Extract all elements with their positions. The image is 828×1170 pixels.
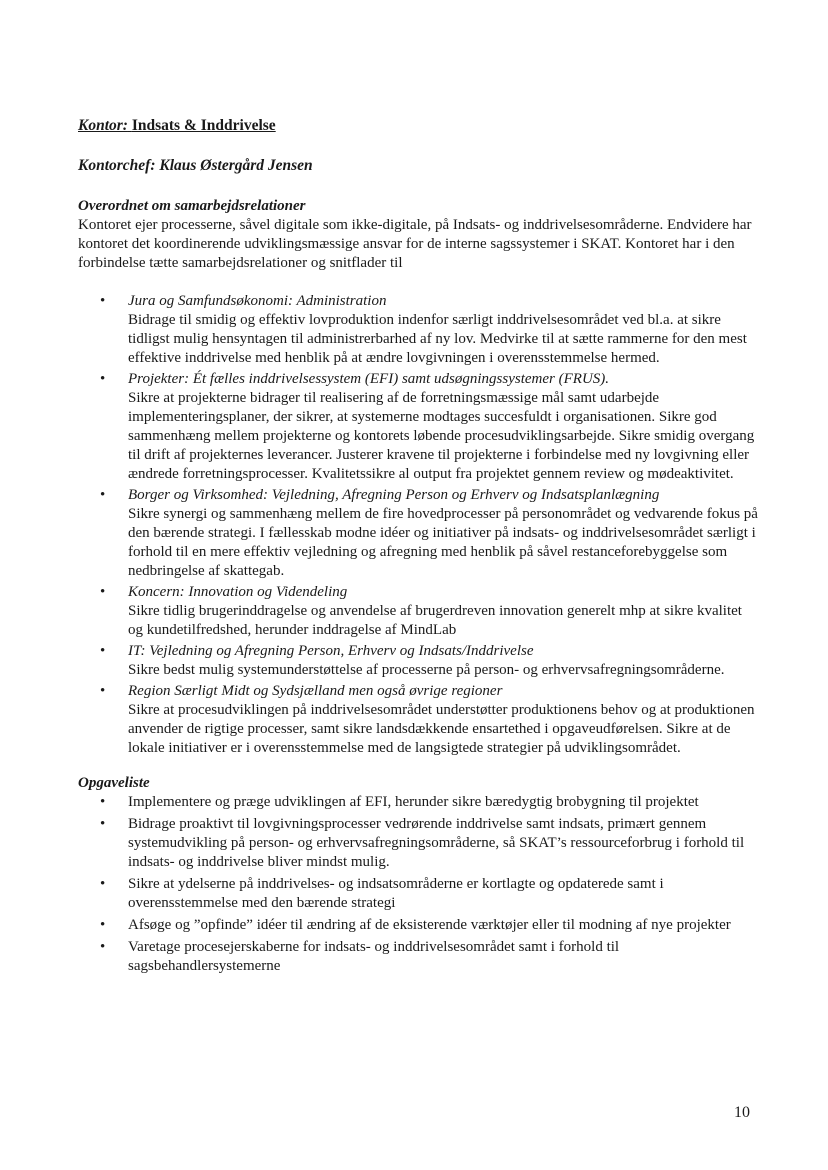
bullet-icon: •	[100, 643, 106, 659]
bullet-icon: •	[100, 683, 106, 699]
list-item	[78, 815, 758, 872]
relation-body: Sikre at procesudviklingen på inddrivelsesområdet understøtter produktionens behov og at produktionen anvender de rigtige processer, samt sikre landsdækkende ensartethed i opgaveudførelsen. Sikre at de lokale initiativer er i overensstemmelse med de langsigtede strategier på udviklingsområdet.	[128, 702, 755, 756]
task-text: Implementere og præge udviklingen af EFI, herunder sikre bæredygtig brobygning til projektet	[128, 794, 699, 810]
office-name: Indsats & Inddrivelse	[131, 117, 276, 134]
relation-title: Borger og Virksomhed: Vejledning, Afregning Person og Erhverv og Indsatsplanlægning	[128, 487, 660, 503]
relation-title: Jura og Samfundsøkonomi: Administration	[128, 293, 387, 309]
task-text: Sikre at ydelserne på inddrivelses- og indsatsområderne er kortlagte og opdaterede samt i overensstemmelse med den bærende strategi	[128, 876, 664, 911]
bullet-icon: •	[100, 816, 106, 832]
relation-body: Sikre bedst mulig systemunderstøttelse af processerne på person- og erhvervsafregningsområderne.	[128, 662, 725, 678]
bullet-icon: •	[100, 293, 106, 309]
relation-body: Sikre tidlig brugerinddragelse og anvendelse af brugerdreven innovation generelt mhp at sikre kvalitet og kundetilfredshed, herunder inddragelse af MindLab	[128, 603, 742, 638]
bullet-icon: •	[100, 794, 106, 810]
list-item	[78, 682, 758, 758]
relation-body: Sikre synergi og sammenhæng mellem de fire hovedprocesser på personområdet og vedvarende fokus på den bærende strategi. I fællesskab modne idéer og initiativer på indsats- og inddrivelsesområdet særligt i forhold til en mere effektiv vejledning og afregning med henblik på såvel restanceforebyggelse som nedbringelse af skattegab.	[128, 506, 758, 579]
list-item	[78, 875, 758, 913]
relations-section	[78, 197, 758, 758]
list-item	[78, 793, 758, 812]
task-text: Varetage procesejerskaberne for indsats- og inddrivelsesområdet samt i forhold til sagsbehandlersystemerne	[128, 939, 620, 974]
relations-heading: Overordnet om samarbejdsrelationer	[78, 198, 306, 214]
task-text: Afsøge og ”opfinde” idéer til ændring af de eksisterende værktøjer eller til modning af nye projekter	[128, 917, 731, 933]
tasks-section	[78, 774, 758, 976]
bullet-icon: •	[100, 876, 106, 892]
list-item	[78, 370, 758, 484]
relation-body: Bidrage til smidig og effektiv lovproduktion indenfor særligt inddrivelsesområdet ved bl.a. at sikre tidligst mulig hensyntagen til administrerbarhed af ny lov. Medvirke til at sætte rammerne for den mest effektive inddrivelse med henblik på at ændre lovgivningen i overensstemmelse hermed.	[128, 312, 747, 366]
list-item	[78, 486, 758, 581]
list-item	[78, 292, 758, 368]
list-item	[78, 583, 758, 640]
relation-title: IT: Vejledning og Afregning Person, Erhverv og Indsats/Inddrivelse	[128, 643, 534, 659]
bullet-icon: •	[100, 917, 106, 933]
relation-title: Koncern: Innovation og Videndeling	[128, 584, 348, 600]
bullet-icon: •	[100, 584, 106, 600]
bullet-icon: •	[100, 939, 106, 955]
task-text: Bidrage proaktivt til lovgivningsprocesser vedrørende inddrivelse samt indsats, primært gennem systemudvikling på person- og erhvervsafregningsområderne, så SKAT’s ressourceforbrug i forhold til indsats- og inddrivelse bliver mindst mulig.	[128, 816, 745, 870]
office-title	[78, 116, 758, 136]
office-chief: Kontorchef: Klaus Østergård Jensen	[78, 157, 313, 174]
bullet-icon: •	[100, 487, 106, 503]
list-item	[78, 642, 758, 680]
relations-intro: Kontoret ejer processerne, såvel digitale som ikke-digitale, på Indsats- og inddrivelsesområderne. Endvidere har kontoret det koordinerende udviklingsmæssige ansvar for de interne sagssystemer i SKAT. Kontoret har i den forbindelse tætte samarbejdsrelationer og snitflader til	[78, 217, 752, 271]
relation-title: Projekter: Ét fælles inddrivelsessystem (EFI) samt udsøgningssystemer (FRUS).	[128, 371, 610, 387]
relation-body: Sikre at projekterne bidrager til realisering af de forretningsmæssige mål samt udarbejde implementeringsplaner, der sikrer, at systemerne modtages succesfuldt i organisationen. Sikre god sammenhæng mellem projekterne og kontorets løbende procesudviklingsarbejde. Sikre smidig overgang til drift af projekternes leverancer. Justerer kravene til projekterne i forbindelse med ny lovgivning eller ændrede forretningsprocesser. Kvalitetssikre al output fra projektet gennem review og mødeaktivitet.	[128, 390, 755, 482]
page-number: 10	[734, 1104, 750, 1121]
document-page	[78, 116, 758, 979]
bullet-icon: •	[100, 371, 106, 387]
tasks-heading: Opgaveliste	[78, 775, 150, 791]
relations-list	[78, 292, 758, 758]
relation-title: Region Særligt Midt og Sydsjælland men også øvrige regioner	[128, 683, 503, 699]
list-item	[78, 916, 758, 935]
list-item	[78, 938, 758, 976]
tasks-list	[78, 793, 758, 976]
office-label: Kontor:	[78, 117, 128, 134]
